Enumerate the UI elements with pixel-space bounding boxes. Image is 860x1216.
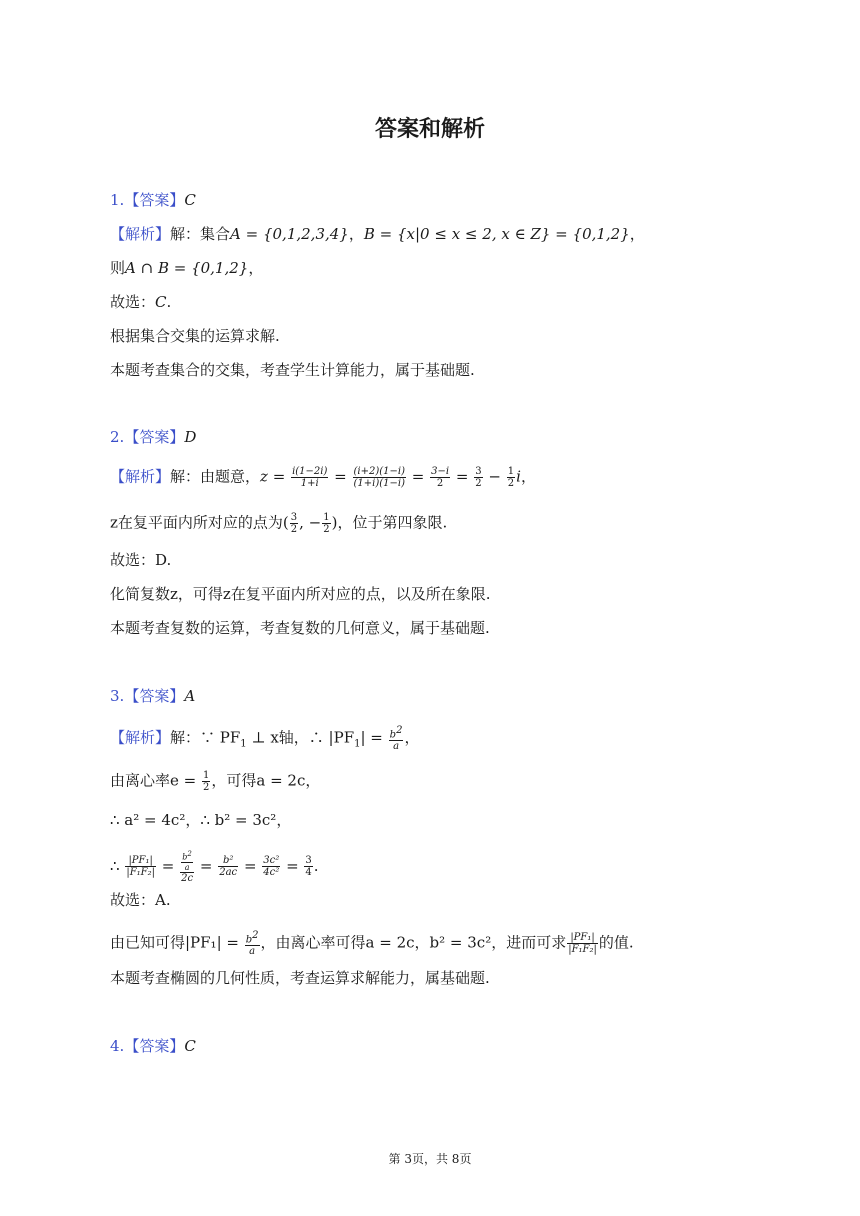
q2-point-frac-2 (322, 512, 330, 535)
q3-sol-eq: | = (360, 728, 383, 747)
page-footer: 第 3页，共 8页 (388, 1152, 472, 1166)
q1-answer-tag: 【答案】 (124, 191, 185, 209)
q2-review: 本题考查复数的运算，考查复数的几何意义，属于基础题. (110, 619, 490, 637)
q2-answer-line (110, 427, 196, 447)
q3-analysis-tag: 【解析】 (110, 728, 171, 747)
q2-frac-5 (507, 466, 515, 489)
q2-f3-den: 2 (436, 478, 444, 489)
q3-method-r1-num: |PF₁| (567, 932, 598, 944)
q1-method: 根据集合交集的运算求解. (110, 327, 280, 345)
q3-method-b2: $b^2$ (245, 930, 259, 946)
q4-answer-tag: 【答案】 (124, 1037, 185, 1055)
q3-eq-4: = (286, 856, 299, 875)
q2-f3-num: 3−i (431, 466, 450, 477)
q3-sol-mid: ⊥ x轴，∴ |PF (246, 728, 355, 747)
q2-p-num1: 3 (290, 512, 298, 523)
q3-answer-tag: 【答案】 (124, 687, 185, 705)
q3-line4-pre: ∴ (110, 856, 120, 875)
q3-method-a: a (249, 946, 256, 958)
q2-eq-3: = (455, 467, 469, 486)
q2-answer-tag: 【答案】 (124, 428, 185, 446)
q3-r3 (218, 855, 238, 878)
q2-f1-num: i(1−2i) (292, 466, 328, 477)
q2-eq-1: = (334, 467, 347, 486)
q3-r4-num: 3c² (263, 855, 280, 867)
q1-period: . (166, 293, 172, 311)
q2-answer: D (184, 428, 197, 446)
q3-method-mid: ，由离心率可得a = 2c，b² = 3c²，进而可求 (260, 933, 567, 952)
q2-z-eq: z = (260, 467, 286, 486)
q3-r2 (180, 850, 194, 884)
q1-number: 1. (110, 191, 125, 209)
q1-comma-2: ， (629, 225, 645, 243)
q3-e-frac (202, 770, 210, 793)
q2-frac-4 (474, 466, 482, 489)
q3-r5-num: 3 (305, 855, 312, 867)
q3-sol-intro: 解：∵ PF (170, 728, 241, 747)
q2-minus: − (488, 467, 501, 486)
q1-line2 (110, 258, 263, 278)
q3-line5: 故选：A. (110, 891, 171, 909)
q1-line3-pre: 故选： (110, 293, 156, 311)
q3-line3: ∴ a² = 4c²，∴ b² = 3c²， (110, 811, 292, 829)
q3-e-den: 2 (203, 782, 210, 793)
q3-eq-1: = (161, 856, 175, 875)
q3-method-pre: 由已知可得|PF₁| = (110, 933, 239, 952)
q4-answer: C (184, 1037, 196, 1055)
q1-line3-ans: C (155, 293, 167, 311)
q1-answer-line (110, 190, 196, 210)
q2-f2-den: (1+i)(1−i) (353, 478, 405, 489)
q3-r5-den: 4 (305, 867, 312, 879)
q2-p-den1: 2 (290, 524, 298, 535)
q3-frac-b2a (389, 725, 404, 752)
q3-analysis-line: 【解析】解：∵ $PF_1$ ⊥ x轴，∴ $|PF_1|$ = $\frac{b^2}{a}$ ， (110, 725, 420, 753)
q3-r2-den: 2c (181, 872, 194, 884)
q2-line2-post: )，位于第四象限. (331, 513, 448, 532)
q3-line4 (110, 850, 319, 884)
q1-analysis-line (110, 224, 645, 244)
q3-b2: $b^2$ (389, 725, 403, 741)
q2-p-mid: , − (299, 513, 322, 532)
q3-r2-num: $\frac{b^2}{a}$ (180, 850, 194, 873)
q3-eq-2: = (199, 856, 213, 875)
q3-line2-pre: 由离心率e = (110, 771, 197, 790)
q3-number: 3. (110, 687, 125, 705)
q3-line2 (110, 770, 320, 793)
q3-e-num: 1 (203, 770, 210, 781)
q3-method-frac-1 (245, 930, 260, 957)
q2-analysis-line (110, 466, 536, 489)
q1-line3 (110, 292, 171, 312)
q1-review: 本题考查集合的交集，考查学生计算能力，属于基础题. (110, 361, 475, 379)
q3-period: . (313, 856, 319, 875)
q2-line2-pre: z在复平面内所对应的点为( (110, 513, 289, 532)
q3-method-post: 的值. (598, 933, 634, 952)
page-title: 答案和解析 (374, 117, 485, 142)
q3-r1-num: |PF₁| (125, 855, 156, 867)
q2-number: 2. (110, 428, 125, 446)
q4-number: 4. (110, 1037, 125, 1055)
q2-p-num2: 1 (323, 512, 330, 523)
q2-f5-num: 1 (507, 466, 515, 477)
q1-set-b: B = {x|0 ≤ x ≤ 2, x ∈ Z} = {0,1,2} (363, 225, 630, 243)
q2-frac-3 (430, 466, 450, 489)
q2-i: i (516, 467, 521, 486)
q1-answer: C (184, 191, 196, 209)
q3-r3-den: 2ac (219, 867, 238, 879)
q3-r1 (125, 855, 156, 878)
q3-r1-den: |F₁F₂| (126, 867, 155, 879)
q3-review: 本题考查椭圆的几何性质，考查运算求解能力，属基础题. (110, 969, 490, 987)
q2-f5-den: 2 (507, 478, 515, 489)
q3-eq-3: = (243, 856, 257, 875)
q3-r4 (262, 855, 280, 878)
q4-answer-line (110, 1036, 196, 1056)
q3-r4-den: 4c² (263, 867, 280, 879)
q2-comma: ， (520, 467, 536, 486)
q2-line2 (110, 512, 447, 535)
q3-r5 (304, 855, 312, 878)
q2-point-frac-1 (290, 512, 298, 535)
q3-method-frac-2 (567, 932, 598, 955)
q1-set-a: A = {0,1,2,3,4} (230, 225, 349, 243)
q1-comma: ， (348, 225, 364, 243)
q1-line2-pre: 则 (110, 259, 126, 277)
q1-intersection: A ∩ B = {0,1,2} (125, 259, 249, 277)
q2-line3: 故选：D. (110, 551, 172, 569)
q3-answer: A (184, 687, 196, 705)
q2-analysis-tag: 【解析】 (110, 467, 171, 486)
q3-method-r1-den: |F₁F₂| (568, 944, 597, 956)
q3-method (110, 930, 634, 957)
q3-answer-line (110, 686, 195, 706)
q2-sol-intro: 解：由题意， (170, 467, 261, 486)
q3-line2-post: ，可得a = 2c， (211, 771, 321, 790)
q2-f4-num: 3 (475, 466, 482, 477)
q1-analysis-tag: 【解析】 (110, 225, 171, 243)
q2-f1-den: 1+i (300, 478, 319, 489)
q2-f2-num: (i+2)(1−i) (353, 466, 405, 477)
q3-comma: ， (404, 728, 420, 747)
q3-r3-num: b² (218, 855, 238, 867)
q2-frac-1 (291, 466, 328, 489)
q2-f4-den: 2 (475, 478, 482, 489)
q2-method: 化简复数z，可得z在复平面内所对应的点，以及所在象限. (110, 585, 491, 603)
q1-comma-3: ， (248, 259, 264, 277)
q2-frac-2 (353, 466, 406, 489)
q3-a: a (393, 741, 400, 753)
q2-eq-2: = (411, 467, 425, 486)
q2-p-den2: 2 (323, 524, 330, 535)
q1-sol-intro: 解：集合 (170, 225, 231, 243)
